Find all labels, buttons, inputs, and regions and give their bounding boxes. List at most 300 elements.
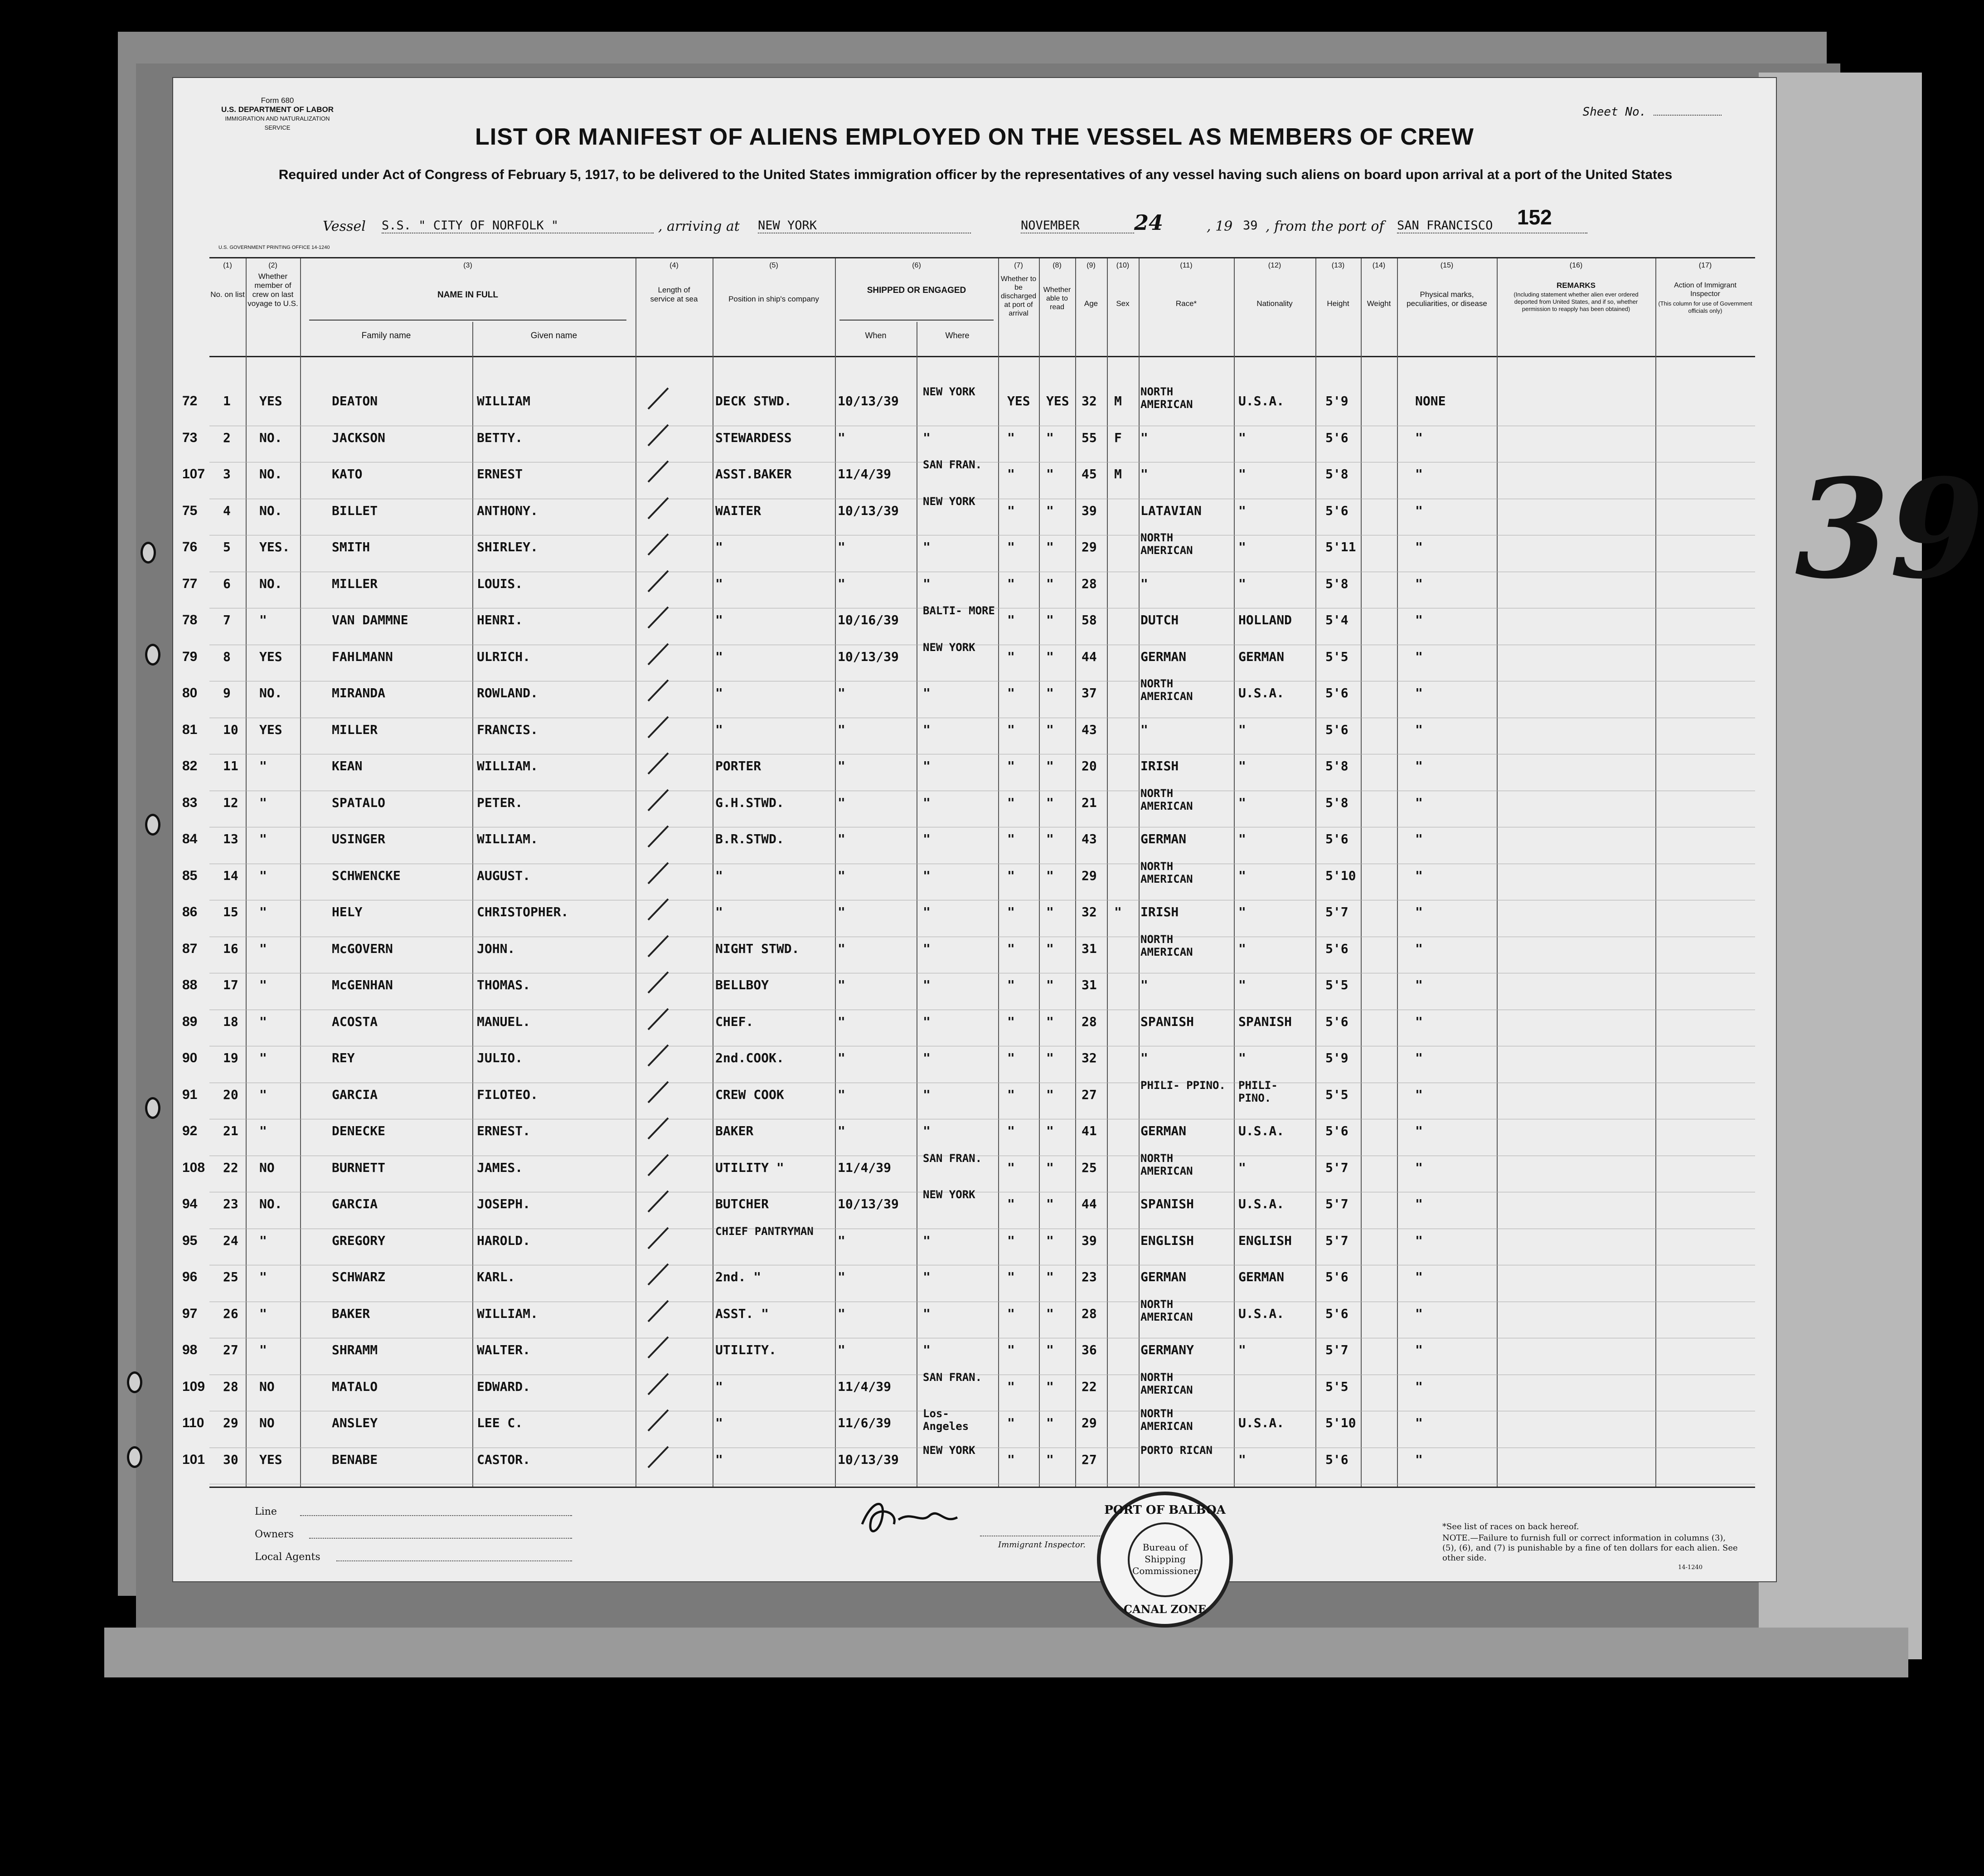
column-header-c17c: (This column for use of Government officials only): [1658, 300, 1752, 314]
column-divider: [300, 258, 301, 1487]
column-header-c11: (11): [1180, 262, 1193, 269]
cell-nat: U.S.A.: [1238, 1196, 1285, 1211]
cell-n: 23: [223, 1196, 238, 1211]
cell-read: ": [1046, 1160, 1054, 1175]
cell-dis: ": [1007, 1014, 1015, 1029]
cell-pos: ": [715, 685, 723, 700]
cell-ht: 5'6: [1325, 941, 1349, 956]
cell-fam: DEATON: [332, 394, 378, 408]
cell-age: 31: [1082, 941, 1097, 956]
margin-number: 97: [182, 1306, 198, 1321]
cell-age: 27: [1082, 1452, 1097, 1467]
cell-given: ERNEST.: [477, 1123, 531, 1138]
cell-where: ": [923, 1123, 931, 1138]
cell-given: WILLIAM.: [477, 758, 538, 773]
owners-underline: [309, 1538, 572, 1539]
cell-race: DUTCH: [1140, 612, 1179, 627]
cell-age: 45: [1082, 467, 1097, 481]
cell-where: NEW YORK: [923, 1443, 975, 1457]
length-of-service-mark: [645, 1407, 672, 1434]
cell-age: 25: [1082, 1160, 1097, 1175]
arriving-label: , arriving at: [658, 219, 740, 234]
length-of-service-mark: [645, 385, 672, 413]
length-of-service-mark: [645, 1152, 672, 1179]
cell-dis: ": [1007, 503, 1015, 518]
cell-age: 32: [1082, 394, 1097, 408]
column-header-c8b: Whether able to read: [1043, 286, 1071, 311]
cell-when: ": [838, 904, 845, 919]
cell-nat: ": [1238, 467, 1246, 481]
cell-nat: U.S.A.: [1238, 685, 1285, 700]
cell-fam: MILLER: [332, 722, 378, 737]
length-of-service-mark: [645, 860, 672, 887]
margin-number: 79: [182, 649, 198, 664]
cell-age: 23: [1082, 1269, 1097, 1284]
cell-race: ": [1140, 430, 1148, 445]
cell-where: ": [923, 1233, 931, 1248]
margin-number: 107: [182, 467, 205, 481]
margin-number: 98: [182, 1342, 198, 1357]
length-of-service-mark: [645, 750, 672, 778]
column-header-c1: (1): [223, 262, 232, 269]
cell-age: 37: [1082, 685, 1097, 700]
cell-sex: ": [1114, 904, 1122, 919]
cell-phys: ": [1415, 1452, 1423, 1467]
cell-pos: UTILITY.: [715, 1342, 776, 1357]
cell-given: ULRICH.: [477, 649, 531, 664]
arrival-port: NEW YORK: [758, 219, 971, 233]
cell-pos: ": [715, 539, 723, 554]
cell-ht: 5'6: [1325, 722, 1349, 737]
cell-race: GERMAN: [1140, 1123, 1187, 1138]
cell-n: 15: [223, 904, 238, 919]
cell-race: IRISH: [1140, 758, 1179, 773]
cell-n: 17: [223, 977, 238, 992]
column-header-c2: (2): [268, 262, 277, 269]
cell-age: 32: [1082, 1050, 1097, 1065]
stamp-top-text: PORT OF BALBOA: [1104, 1503, 1226, 1517]
cell-dis: ": [1007, 576, 1015, 591]
cell-read: ": [1046, 612, 1054, 627]
port-stamp: [1097, 1492, 1233, 1628]
cell-dis: ": [1007, 758, 1015, 773]
cell-crew: NO.: [259, 576, 282, 591]
cell-read: ": [1046, 430, 1054, 445]
cell-nat: ": [1238, 941, 1246, 956]
length-of-service-mark: [645, 896, 672, 923]
cell-where: ": [923, 868, 931, 883]
cell-race: IRISH: [1140, 904, 1179, 919]
length-of-service-mark: [645, 641, 672, 668]
cell-phys: ": [1415, 612, 1423, 627]
column-header-c13: (13): [1331, 262, 1345, 269]
cell-pos: DECK STWD.: [715, 394, 792, 408]
background-sheet-bottom: [104, 1628, 1908, 1677]
footer-code: 14-1240: [1678, 1564, 1703, 1571]
cell-age: 29: [1082, 868, 1097, 883]
cell-n: 5: [223, 539, 231, 554]
cell-fam: FAHLMANN: [332, 649, 393, 664]
cell-dis: ": [1007, 1379, 1015, 1394]
column-header-c14b: Weight: [1367, 299, 1391, 308]
inspector-signature: [844, 1492, 989, 1542]
length-of-service-mark: [645, 604, 672, 632]
cell-race: ENGLISH: [1140, 1233, 1194, 1248]
cell-given: SHIRLEY.: [477, 539, 538, 554]
cell-phys: ": [1415, 503, 1423, 518]
cell-given: JOHN.: [477, 941, 515, 956]
cell-dis: ": [1007, 1050, 1015, 1065]
column-header-c6: (6): [912, 262, 921, 269]
cell-when: ": [838, 795, 845, 810]
length-of-service-mark: [645, 1371, 672, 1398]
cell-age: 31: [1082, 977, 1097, 992]
cell-dis: ": [1007, 722, 1015, 737]
column-header-c6wh: Where: [945, 331, 970, 340]
cell-when: ": [838, 1233, 845, 1248]
cell-read: ": [1046, 1087, 1054, 1102]
cell-pos: ": [715, 904, 723, 919]
cell-pos: PORTER: [715, 758, 762, 773]
column-header-c3: (3): [463, 262, 472, 269]
binder-hole: [127, 1371, 142, 1393]
cell-crew: YES.: [259, 539, 290, 554]
cell-ht: 5'6: [1325, 1269, 1349, 1284]
cell-phys: ": [1415, 1123, 1423, 1138]
stamp-bottom-text: CANAL ZONE: [1123, 1603, 1207, 1616]
cell-nat: ENGLISH: [1238, 1233, 1292, 1248]
cell-n: 24: [223, 1233, 238, 1248]
sheet-label: Sheet No.: [1582, 105, 1647, 119]
cell-nat: U.S.A.: [1238, 1415, 1285, 1430]
cell-fam: SHRAMM: [332, 1342, 378, 1357]
cell-read: ": [1046, 1306, 1054, 1321]
footer-owners-label: Owners: [255, 1529, 294, 1540]
column-header-c3b: NAME IN FULL: [437, 290, 499, 300]
cell-ht: 5'8: [1325, 576, 1349, 591]
cell-ht: 5'10: [1325, 1415, 1356, 1430]
year-label: , 19: [1207, 219, 1233, 234]
cell-where: ": [923, 1342, 931, 1357]
gpo-imprint: U.S. GOVERNMENT PRINTING OFFICE 14-1240: [218, 245, 330, 250]
cell-dis: ": [1007, 1342, 1015, 1357]
cell-ht: 5'8: [1325, 467, 1349, 481]
cell-dis: ": [1007, 649, 1015, 664]
inspector-label: Immigrant Inspector.: [998, 1540, 1086, 1550]
crew-table: [182, 257, 1755, 1488]
cell-age: 32: [1082, 904, 1097, 919]
cell-nat: ": [1238, 503, 1246, 518]
cell-fam: JACKSON: [332, 430, 386, 445]
length-of-service-mark: [645, 714, 672, 741]
cell-when: ": [838, 539, 845, 554]
cell-dis: ": [1007, 1269, 1015, 1284]
cell-crew: ": [259, 941, 267, 956]
cell-race: GERMAN: [1140, 1269, 1187, 1284]
cell-fam: BENABE: [332, 1452, 378, 1467]
cell-n: 1: [223, 394, 231, 408]
column-header-c7b: Whether to be discharged at port of arrival: [1000, 275, 1037, 317]
cell-ht: 5'6: [1325, 1452, 1349, 1467]
cell-phys: ": [1415, 795, 1423, 810]
cell-given: KARL.: [477, 1269, 515, 1284]
cell-dis: ": [1007, 685, 1015, 700]
length-of-service-mark: [645, 1006, 672, 1033]
margin-number: 78: [182, 612, 198, 627]
length-of-service-mark: [645, 1334, 672, 1361]
cell-when: 10/13/39: [838, 1452, 899, 1467]
cell-race: NORTH AMERICAN: [1140, 1407, 1193, 1433]
cell-race: NORTH AMERICAN: [1140, 531, 1193, 557]
cell-phys: ": [1415, 758, 1423, 773]
cell-given: HENRI.: [477, 612, 523, 627]
cell-race: ": [1140, 977, 1148, 992]
column-header-c6b: SHIPPED OR ENGAGED: [867, 286, 966, 295]
cell-when: 10/16/39: [838, 612, 899, 627]
cell-phys: ": [1415, 1269, 1423, 1284]
agents-underline: [336, 1560, 572, 1561]
cell-phys: ": [1415, 722, 1423, 737]
cell-race: SPANISH: [1140, 1196, 1194, 1211]
cell-sex: M: [1114, 467, 1122, 481]
cell-pos: NIGHT STWD.: [715, 941, 800, 956]
cell-n: 9: [223, 685, 231, 700]
margin-number: 86: [182, 904, 198, 919]
cell-race: ": [1140, 576, 1148, 591]
cell-pos: ": [715, 1452, 723, 1467]
cell-where: SAN FRAN.: [923, 458, 982, 471]
cell-where: ": [923, 1050, 931, 1065]
service-name: IMMIGRATION AND NATURALIZATION SERVICE: [225, 115, 330, 131]
cell-race: GERMANY: [1140, 1342, 1194, 1357]
cell-crew: NO.: [259, 467, 282, 481]
cell-when: 11/4/39: [838, 467, 892, 481]
header-divider: [209, 356, 1755, 357]
background-sheet-edge: [1759, 73, 1922, 1659]
column-divider: [1039, 258, 1040, 1487]
column-header-c17: (17): [1698, 262, 1712, 269]
cell-read: ": [1046, 539, 1054, 554]
departure-port: SAN FRANCISCO: [1397, 219, 1587, 233]
binder-hole: [145, 814, 160, 836]
cell-fam: ACOSTA: [332, 1014, 378, 1029]
cell-phys: ": [1415, 1050, 1423, 1065]
cell-given: WILLIAM.: [477, 1306, 538, 1321]
cell-fam: USINGER: [332, 831, 386, 846]
vessel-name: S.S. " CITY OF NORFOLK ": [382, 219, 654, 233]
cell-n: 16: [223, 941, 238, 956]
cell-nat: ": [1238, 722, 1246, 737]
cell-age: 39: [1082, 503, 1097, 518]
cell-dis: ": [1007, 539, 1015, 554]
cell-read: ": [1046, 1014, 1054, 1029]
cell-age: 58: [1082, 612, 1097, 627]
cell-fam: BILLET: [332, 503, 378, 518]
cell-dis: ": [1007, 795, 1015, 810]
cell-pos: ASST.BAKER: [715, 467, 792, 481]
margin-number: 75: [182, 503, 198, 518]
cell-race: NORTH AMERICAN: [1140, 1152, 1193, 1177]
cell-pos: ": [715, 649, 723, 664]
cell-where: Los- Angeles: [923, 1407, 969, 1433]
margin-number: 73: [182, 430, 198, 445]
cell-read: ": [1046, 503, 1054, 518]
cell-nat: U.S.A.: [1238, 394, 1285, 408]
cell-age: 39: [1082, 1233, 1097, 1248]
cell-crew: ": [259, 1014, 267, 1029]
cell-nat: ": [1238, 576, 1246, 591]
cell-crew: ": [259, 758, 267, 773]
cell-when: 10/13/39: [838, 503, 899, 518]
cell-when: ": [838, 868, 845, 883]
cell-age: 20: [1082, 758, 1097, 773]
cell-where: ": [923, 685, 931, 700]
cell-nat: ": [1238, 1050, 1246, 1065]
department-name: U.S. DEPARTMENT OF LABOR: [221, 105, 334, 114]
length-of-service-mark: [645, 1225, 672, 1252]
margin-number: 108: [182, 1160, 205, 1175]
margin-number: 96: [182, 1269, 198, 1284]
cell-dis: ": [1007, 1452, 1015, 1467]
cell-where: ": [923, 1306, 931, 1321]
cell-ht: 5'9: [1325, 394, 1349, 408]
cell-crew: ": [259, 612, 267, 627]
margin-number: 77: [182, 576, 198, 591]
cell-given: BETTY.: [477, 430, 523, 445]
cell-read: ": [1046, 1269, 1054, 1284]
cell-given: MANUEL.: [477, 1014, 531, 1029]
cell-given: ROWLAND.: [477, 685, 538, 700]
cell-phys: ": [1415, 467, 1423, 481]
cell-race: NORTH AMERICAN: [1140, 677, 1193, 703]
column-header-c2b: Whether member of crew on last voyage to U.S.: [247, 272, 298, 308]
cell-phys: ": [1415, 1415, 1423, 1430]
cell-dis: ": [1007, 977, 1015, 992]
cell-read: ": [1046, 795, 1054, 810]
page-title: LIST OR MANIFEST OF ALIENS EMPLOYED ON THE VESSEL AS MEMBERS OF CREW: [475, 124, 1474, 150]
cell-when: ": [838, 1306, 845, 1321]
cell-phys: ": [1415, 977, 1423, 992]
cell-phys: ": [1415, 1342, 1423, 1357]
cell-nat: ": [1238, 1452, 1246, 1467]
cell-ht: 5'5: [1325, 1087, 1349, 1102]
length-of-service-mark: [645, 1115, 672, 1142]
cell-where: ": [923, 758, 931, 773]
cell-n: 7: [223, 612, 231, 627]
cell-age: 43: [1082, 831, 1097, 846]
cell-fam: GREGORY: [332, 1233, 386, 1248]
cell-crew: ": [259, 1269, 267, 1284]
cell-when: 11/4/39: [838, 1379, 892, 1394]
cell-phys: ": [1415, 868, 1423, 883]
cell-n: 19: [223, 1050, 238, 1065]
cell-race: NORTH AMERICAN: [1140, 860, 1193, 885]
cell-ht: 5'5: [1325, 649, 1349, 664]
cell-race: NORTH AMERICAN: [1140, 385, 1193, 411]
cell-phys: ": [1415, 1306, 1423, 1321]
cell-where: ": [923, 831, 931, 846]
length-of-service-mark: [645, 531, 672, 559]
cell-nat: U.S.A.: [1238, 1306, 1285, 1321]
form-number: Form 680: [261, 96, 294, 105]
cell-pos: 2nd. ": [715, 1269, 762, 1284]
cell-crew: ": [259, 1342, 267, 1357]
column-header-c5: (5): [769, 262, 778, 269]
cell-phys: ": [1415, 941, 1423, 956]
cell-phys: ": [1415, 831, 1423, 846]
cell-nat: SPANISH: [1238, 1014, 1292, 1029]
cell-crew: NO: [259, 1415, 275, 1430]
cell-fam: REY: [332, 1050, 355, 1065]
cell-dis: ": [1007, 467, 1015, 481]
column-header-c13b: Height: [1327, 299, 1349, 308]
cell-when: ": [838, 576, 845, 591]
cell-age: 43: [1082, 722, 1097, 737]
cell-n: 14: [223, 868, 238, 883]
cell-phys: ": [1415, 1087, 1423, 1102]
cell-pos: UTILITY ": [715, 1160, 784, 1175]
cell-phys: NONE: [1415, 394, 1446, 408]
cell-n: 3: [223, 467, 231, 481]
arrival-month: NOVEMBER: [1021, 219, 1134, 233]
cell-phys: ": [1415, 430, 1423, 445]
cell-crew: ": [259, 977, 267, 992]
cell-where: SAN FRAN.: [923, 1152, 982, 1165]
cell-given: WILLIAM.: [477, 831, 538, 846]
cell-given: WALTER.: [477, 1342, 531, 1357]
cell-race: NORTH AMERICAN: [1140, 1298, 1193, 1323]
cell-ht: 5'6: [1325, 831, 1349, 846]
page-subtitle: Required under Act of Congress of February 5, 1917, to be delivered to the United States immigration officer by the representatives of any vessel having such aliens on board upon arrival at a port of the United States: [278, 167, 1673, 182]
cell-where: ": [923, 904, 931, 919]
cell-pos: BUTCHER: [715, 1196, 769, 1211]
cell-pos: ": [715, 612, 723, 627]
length-of-service-mark: [645, 1444, 672, 1471]
cell-given: AUGUST.: [477, 868, 531, 883]
cell-phys: ": [1415, 904, 1423, 919]
cell-race: ": [1140, 722, 1148, 737]
margin-number: 92: [182, 1123, 198, 1138]
length-of-service-mark: [645, 1298, 672, 1325]
length-of-service-mark: [645, 933, 672, 960]
column-divider: [1315, 258, 1316, 1487]
cell-given: LOUIS.: [477, 576, 523, 591]
cell-when: 11/6/39: [838, 1415, 892, 1430]
cell-crew: YES: [259, 1452, 282, 1467]
footer-line-label: Line: [255, 1506, 277, 1517]
column-header-c3f: Family name: [361, 331, 411, 340]
cell-race: NORTH AMERICAN: [1140, 787, 1193, 812]
margin-number: 89: [182, 1014, 198, 1029]
cell-fam: SPATALO: [332, 795, 386, 810]
cell-pos: B.R.STWD.: [715, 831, 784, 846]
cell-ht: 5'6: [1325, 1306, 1349, 1321]
margin-number: 94: [182, 1196, 198, 1211]
cell-where: ": [923, 941, 931, 956]
cell-fam: MILLER: [332, 576, 378, 591]
cell-pos: BELLBOY: [715, 977, 769, 992]
cell-crew: NO.: [259, 503, 282, 518]
column-divider: [1497, 258, 1498, 1487]
cell-race: NORTH AMERICAN: [1140, 933, 1193, 958]
length-of-service-mark: [645, 1042, 672, 1069]
cell-phys: ": [1415, 576, 1423, 591]
column-header-c9b: Age: [1084, 299, 1098, 308]
cell-n: 30: [223, 1452, 238, 1467]
cell-ht: 5'7: [1325, 1233, 1349, 1248]
cell-read: ": [1046, 868, 1054, 883]
cell-race: PORTO RICAN: [1140, 1443, 1213, 1457]
